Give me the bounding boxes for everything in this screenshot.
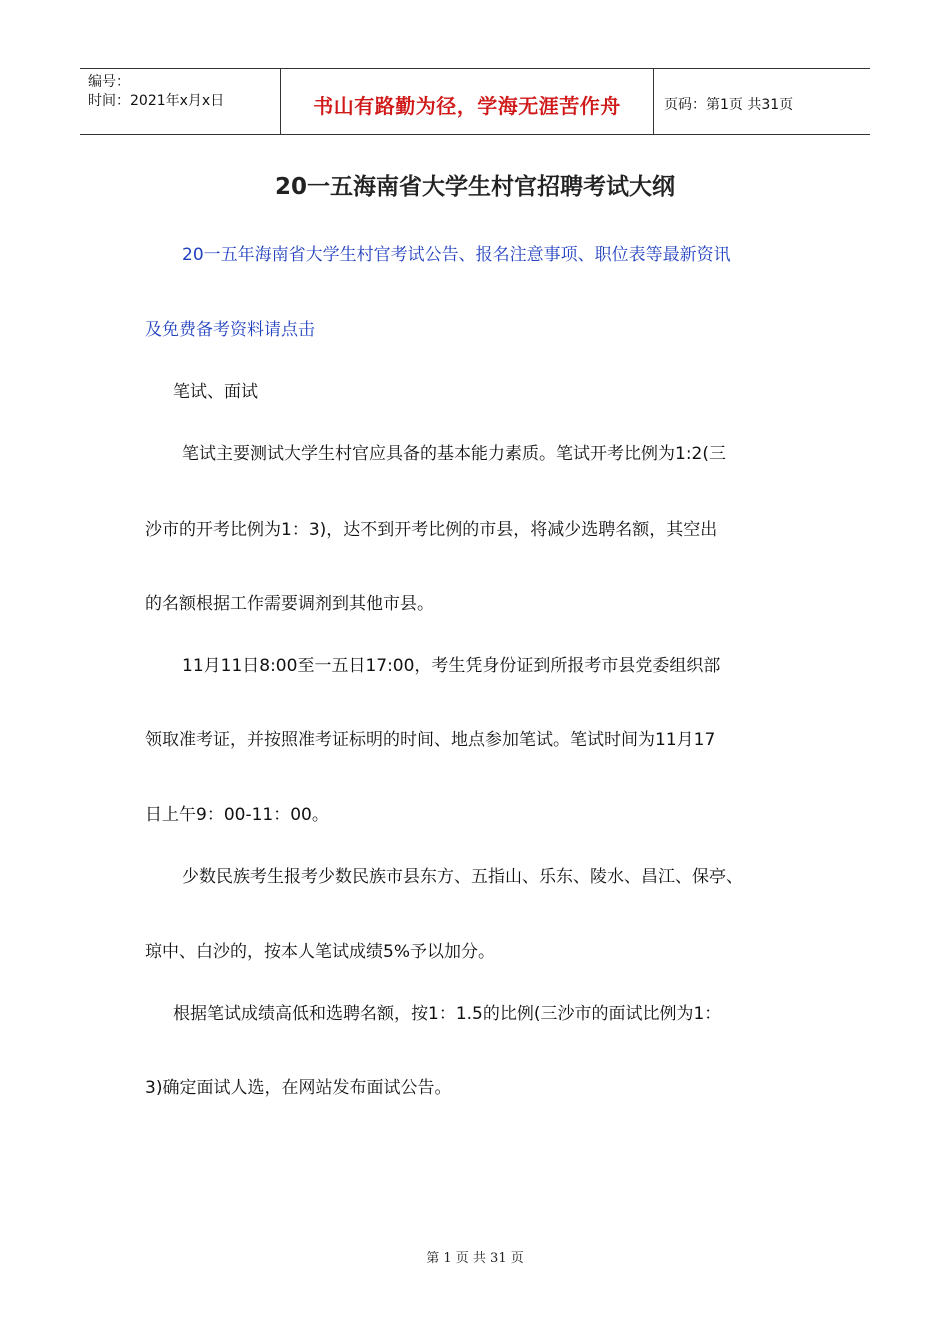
body-line: 的名额根据工作需要调剂到其他市县。 (145, 594, 434, 614)
body-line: 沙市的开考比例为1：3)，达不到开考比例的市县，将减少选聘名额，其空出 (145, 520, 718, 540)
body-line: 领取准考证，并按照准考证标明的时间、地点参加笔试。笔试时间为11月17 (145, 730, 716, 750)
header-motto: 书山有路勤为径，学海无涯苦作舟 (281, 69, 654, 134)
document-header (80, 68, 870, 135)
body-line: 11月11日8:00至一五日17:00，考生凭身份证到所报考市县党委组织部 (182, 656, 721, 676)
body-line: 3)确定面试人选，在网站发布面试公告。 (145, 1078, 452, 1098)
document-title: 20一五海南省大学生村官招聘考试大纲 (274, 174, 675, 200)
body-line: 笔试主要测试大学生村官应具备的基本能力素质。笔试开考比例为1:2(三 (182, 444, 726, 464)
body-line: 琼中、白沙的，按本人笔试成绩5%予以加分。 (145, 942, 495, 962)
info-link-line-1[interactable]: 20一五年海南省大学生村官考试公告、报名注意事项、职位表等最新资讯 (182, 245, 731, 265)
header-meta-cell (80, 69, 281, 134)
section-heading: 笔试、面试 (173, 382, 258, 402)
page-footer: 第 1 页 共 31 页 (426, 1251, 524, 1266)
number-label: 编号： (88, 74, 130, 90)
body-line: 日上午9：00-11：00。 (145, 805, 329, 825)
body-line: 根据笔试成绩高低和选聘名额，按1：1.5的比例(三沙市的面试比例为1： (173, 1004, 722, 1024)
info-link-line-2[interactable]: 及免费备考资料请点击 (145, 320, 315, 340)
header-page-info: 页码：第1页 共31页 (664, 96, 794, 113)
time-label: 时间：2021年x月x日 (88, 93, 225, 109)
body-line: 少数民族考生报考少数民族市县东方、五指山、乐东、陵水、昌江、保亭、 (182, 867, 743, 887)
